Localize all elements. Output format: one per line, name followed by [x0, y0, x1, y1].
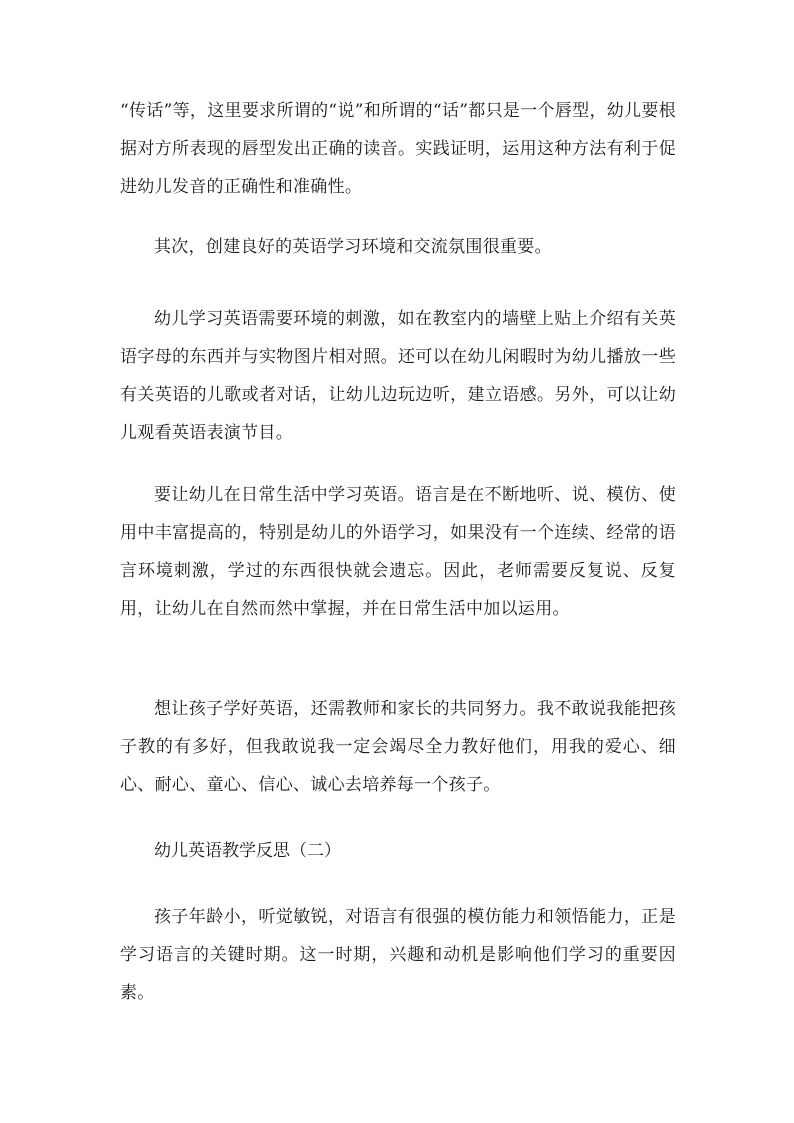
paragraph-daily-life: 要让幼儿在日常生活中学习英语。语言是在不断地听、说、模仿、使用中丰富提高的，特别是幼儿的外语学习，如果没有一个连续、经常的语言环境刺激，学过的东西很快就会遗忘。因此，老师需要反复说、反复用，让幼儿在自然而然中掌握，并在日常生活中加以运用。	[120, 485, 676, 619]
paragraph-environment-stimulus: 幼儿学习英语需要环境的刺激，如在教室内的墙壁上贴上介绍有关英语字母的东西并与实物图片相对照。还可以在幼儿闲暇时为幼儿播放一些有关英语的儿歌或者对话，让幼儿边玩边听，建立语感。另外，可以让幼儿观看英语表演节目。	[120, 309, 676, 443]
section-heading: 幼儿英语教学反思（二）	[154, 841, 341, 861]
paragraph-lip-reading: “传话”等，这里要求所谓的“说”和所谓的“话”都只是一个唇型，幼儿要根据对方所表现的唇型发出正确的读音。实践证明，运用这种方法有利于促进幼儿发音的正确性和准确性。	[120, 101, 676, 197]
paragraph-teachers-parents: 想让孩子学好英语，还需教师和家长的共同努力。我不敢说我能把孩子教的有多好，但我敢说我一定会竭尽全力教好他们，用我的爱心、细心、耐心、童心、信心、诚心去培养每一个孩子。	[120, 699, 676, 795]
paragraph-environment-intro: 其次，创建良好的英语学习环境和交流氛围很重要。	[154, 237, 552, 257]
paragraph-children-age: 孩子年龄小，听觉敏锐，对语言有很强的模仿能力和领悟能力，正是学习语言的关键时期。这一时期，兴趣和动机是影响他们学习的重要因素。	[120, 907, 676, 1003]
